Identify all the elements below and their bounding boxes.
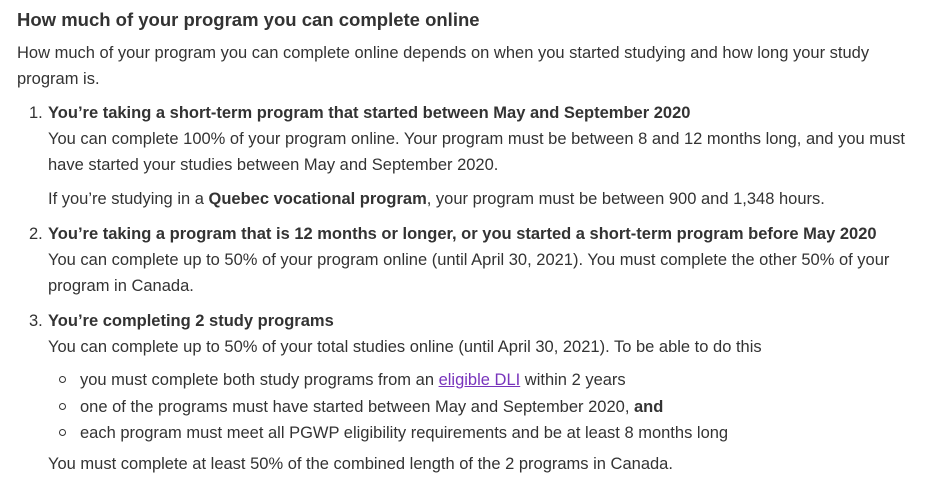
case-title: You’re taking a short-term program that started between May and September 2020 [48,104,691,122]
case-title: You’re completing 2 study programs [48,312,334,330]
requirement-prefix: one of the programs must have started between May and September 2020, [80,397,634,416]
closing-text: You must complete at least 50% of the combined length of the 2 programs in Canada. [48,454,673,473]
requirement-suffix: within 2 years [520,371,626,389]
intro-paragraph: How much of your program you can complete online depends on when you started studying and how long your study program is. [17,44,870,88]
case-text: You can complete up to 50% of your program online (until April 30, 2021). You must complete the other 50% of your program in Canada. [48,251,890,295]
hollow-circle-bullet-icon [59,429,66,436]
case-item-1 [17,100,917,212]
case-number: 1. [29,104,43,122]
section-heading: How much of your program you can complete online [17,9,480,30]
case-number: 2. [29,225,43,243]
case-text: You can complete 100% of your program online. Your program must be between 8 and 12 months long, and you must have started your studies between May and September 2020. [48,130,906,174]
note-emphasis: Quebec vocational program [208,190,427,208]
requirement-item [48,420,917,447]
note-suffix: , your program must be between 900 and 1,348 hours. [426,190,825,208]
hollow-circle-bullet-icon [59,403,66,410]
requirement-item [48,367,917,394]
requirement-item [48,394,917,421]
requirement-emphasis: and [634,397,664,416]
requirement-prefix: each program must meet all PGWP eligibility requirements and be at least 8 months long [80,424,729,442]
case-item-2 [17,221,917,299]
cases-list [17,100,917,477]
requirement-prefix: you must complete both study programs from an [80,371,439,389]
requirements-list [48,367,917,447]
eligible-dli-link[interactable]: eligible DLI [438,371,521,389]
hollow-circle-bullet-icon [59,376,66,383]
case-title: You’re taking a program that is 12 months or longer, or you started a short-term program before May 2020 [48,225,877,243]
note-prefix: If you’re studying in a [48,190,209,208]
case-note [48,186,917,212]
case-text: You can complete up to 50% of your total studies online (until April 30, 2021). To be able to do this [48,338,762,356]
case-item-3 [17,308,917,477]
case-number: 3. [29,312,43,330]
